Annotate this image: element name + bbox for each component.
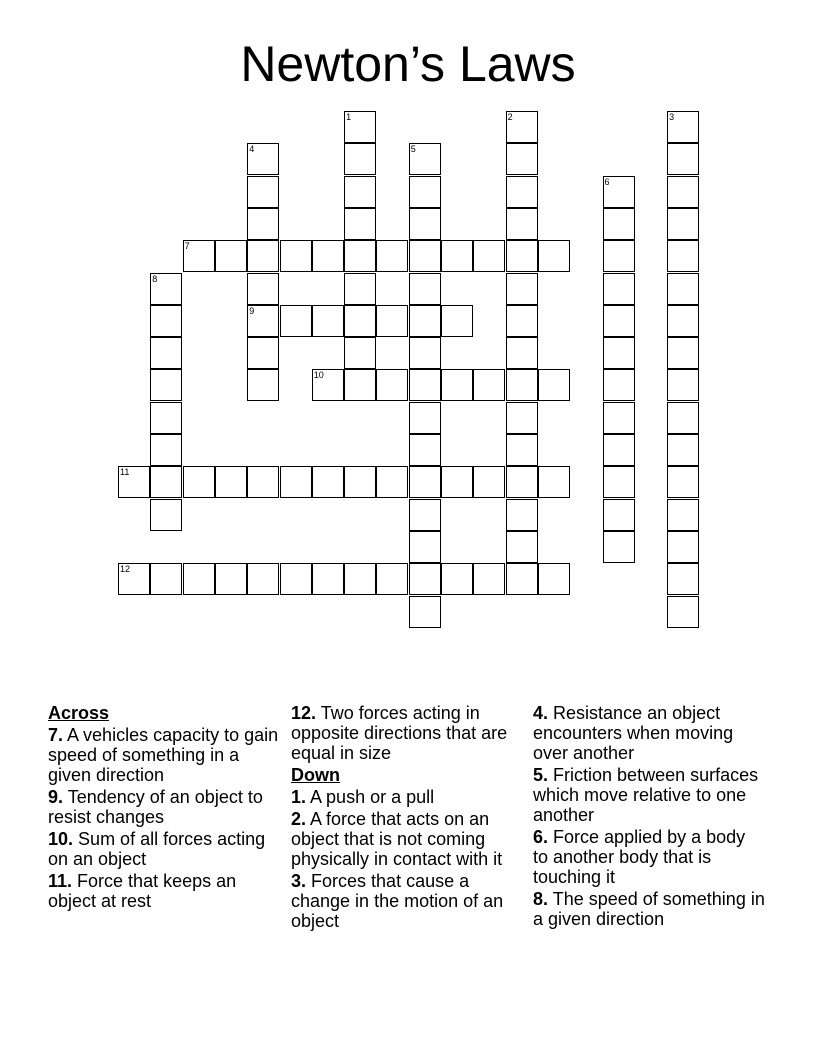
grid-cell[interactable] [667,369,699,401]
grid-cell[interactable] [667,434,699,466]
grid-cell[interactable] [247,369,279,401]
grid-cell[interactable] [603,176,635,208]
clue-number: 7. [48,725,64,745]
grid-cell[interactable] [506,369,538,401]
clue-text: A push or a pull [310,787,435,807]
clue-text: A force that acts on an object that is not coming physically in contact with it [291,809,503,869]
grid-cell[interactable] [441,305,473,337]
grid-cell[interactable] [150,466,182,498]
grid-cell[interactable] [376,369,408,401]
grid-cell[interactable] [667,402,699,434]
grid-cell[interactable] [538,563,570,595]
grid-cell[interactable] [409,143,441,175]
grid-cell[interactable] [409,240,441,272]
grid-cell[interactable] [473,466,505,498]
clue-number-label: 7 [184,241,190,252]
down-heading: Down [291,765,340,785]
clue-across-12 [291,703,523,763]
clue-text: Tendency of an object to resist changes [48,787,263,827]
clue-text: Force applied by a body to another body that is touching it [533,827,746,887]
grid-cell[interactable] [506,531,538,563]
grid-cell[interactable] [603,531,635,563]
grid-cell[interactable] [667,143,699,175]
grid-cell[interactable] [215,240,247,272]
grid-cell[interactable] [538,369,570,401]
grid-cell[interactable] [247,466,279,498]
clue-down-2 [291,809,523,869]
grid-cell[interactable] [441,563,473,595]
grid-cell[interactable] [603,337,635,369]
clue-down-5 [533,765,765,825]
grid-cell[interactable] [150,305,182,337]
grid-cell[interactable] [409,305,441,337]
clue-number-label: 2 [507,112,513,122]
grid-cell[interactable] [667,596,699,628]
grid-cell[interactable] [183,240,215,272]
across-heading: Across [48,703,110,723]
grid-cell[interactable] [603,466,635,498]
puzzle-title: Newton’s Laws [240,36,576,92]
grid-cell[interactable] [667,240,699,272]
grid-cell[interactable] [247,240,279,272]
clue-down-3 [291,871,523,931]
grid-cell[interactable] [603,240,635,272]
grid-cell[interactable] [667,273,699,305]
grid-cell[interactable] [506,337,538,369]
grid-cell[interactable] [506,305,538,337]
grid-cell[interactable] [215,466,247,498]
clue-text: Forces that cause a change in the motion of an object [291,871,504,931]
grid-cell[interactable] [409,273,441,305]
clue-down-4 [533,703,765,763]
grid-cell[interactable] [247,208,279,240]
grid-cell[interactable] [506,111,538,143]
grid-cell[interactable] [506,466,538,498]
clue-number-label: 5 [410,144,416,155]
clues-column-2 [291,703,523,933]
clue-text: Sum of all forces acting on an object [48,829,266,869]
grid-cell[interactable] [280,240,312,272]
grid-cell[interactable] [667,531,699,563]
grid-cell[interactable] [506,240,538,272]
grid-cell[interactable] [603,434,635,466]
grid-cell[interactable] [280,563,312,595]
grid-cell[interactable] [667,466,699,498]
clue-number-label: 3 [669,112,675,122]
grid-cell[interactable] [344,240,376,272]
grid-cell[interactable] [409,466,441,498]
grid-cell[interactable] [603,499,635,531]
grid-cell[interactable] [441,466,473,498]
clue-across-10 [48,829,280,869]
grid-cell[interactable] [344,176,376,208]
clue-text: Friction between surfaces which move relative to one another [533,765,759,825]
clue-number: 1. [291,787,307,807]
clue-text: Force that keeps an object at rest [48,871,237,911]
grid-cell[interactable] [376,563,408,595]
clue-text: Two forces acting in opposite directions that are equal in size [291,703,508,763]
clue-number-label: 8 [152,273,158,284]
grid-cell[interactable] [150,369,182,401]
clue-number-label: 9 [249,305,255,316]
grid-cell[interactable] [409,499,441,531]
grid-cell[interactable] [344,337,376,369]
grid-cell[interactable] [473,563,505,595]
grid-cell[interactable] [506,176,538,208]
grid-cell[interactable] [441,240,473,272]
grid-cell[interactable] [312,305,344,337]
clue-number-label: 12 [120,564,131,575]
grid-cell[interactable] [150,337,182,369]
clue-number: 2. [291,809,307,829]
grid-cell[interactable] [344,111,376,143]
clue-number: 8. [533,889,549,909]
clue-down-8 [533,889,765,929]
clue-number-label: 11 [120,467,130,478]
grid-cell[interactable] [118,466,150,498]
clue-number: 9. [48,787,64,807]
grid-cell[interactable] [344,273,376,305]
grid-cell[interactable] [376,466,408,498]
clue-number: 11. [48,871,73,891]
clue-number-label: 10 [313,370,324,381]
clue-across-7 [48,725,280,785]
grid-cell[interactable] [667,499,699,531]
grid-cell[interactable] [506,499,538,531]
clue-text: A vehicles capacity to gain speed of something in a given direction [48,725,279,785]
grid-cell[interactable] [506,273,538,305]
grid-cell[interactable] [667,111,699,143]
clue-across-11 [48,871,280,911]
grid-cell[interactable] [603,208,635,240]
grid-cell[interactable] [667,208,699,240]
grid-cell[interactable] [506,434,538,466]
grid-cell[interactable] [409,563,441,595]
grid-cell[interactable] [409,596,441,628]
clue-number-label: 6 [604,176,610,187]
grid-cell[interactable] [150,402,182,434]
grid-cell[interactable] [409,337,441,369]
grid-cell[interactable] [150,563,182,595]
clue-number: 3. [291,871,307,891]
clue-number: 12. [291,703,317,723]
grid-cell[interactable] [473,369,505,401]
grid-cell[interactable] [506,143,538,175]
grid-cell[interactable] [150,434,182,466]
grid-cell[interactable] [409,208,441,240]
grid-cell[interactable] [667,337,699,369]
grid-cell[interactable] [603,305,635,337]
clue-text: The speed of something in a given direction [533,889,765,929]
grid-cell[interactable] [247,273,279,305]
clues-column-3 [533,703,765,931]
grid-cell[interactable] [344,143,376,175]
grid-cell[interactable] [667,305,699,337]
grid-cell[interactable] [409,434,441,466]
grid-cell[interactable] [344,563,376,595]
grid-cell[interactable] [312,466,344,498]
clue-number: 5. [533,765,549,785]
clue-text: Resistance an object encounters when moving over another [533,703,734,763]
grid-cell[interactable] [603,273,635,305]
grid-cell[interactable] [150,273,182,305]
clue-down-1 [291,787,523,807]
clue-across-9 [48,787,280,827]
grid-cell[interactable] [409,369,441,401]
grid-cell[interactable] [312,240,344,272]
grid-cell[interactable] [247,337,279,369]
grid-cell[interactable] [183,563,215,595]
grid-cell[interactable] [344,466,376,498]
grid-cell[interactable] [473,240,505,272]
grid-cell[interactable] [247,563,279,595]
clue-number-label: 4 [249,144,255,155]
grid-cell[interactable] [247,305,279,337]
grid-cell[interactable] [280,466,312,498]
grid-cell[interactable] [409,402,441,434]
grid-cell[interactable] [603,402,635,434]
grid-cell[interactable] [376,305,408,337]
grid-cell[interactable] [344,369,376,401]
grid-cell[interactable] [247,176,279,208]
grid-cell[interactable] [118,563,150,595]
clue-number: 6. [533,827,549,847]
grid-cell[interactable] [538,240,570,272]
grid-cell[interactable] [215,563,247,595]
grid-cell[interactable] [344,208,376,240]
clue-number-label: 1 [346,112,352,122]
grid-cell[interactable] [183,466,215,498]
grid-cell[interactable] [667,176,699,208]
clues-column-1 [48,703,280,913]
grid-cell[interactable] [280,305,312,337]
grid-cell[interactable] [603,369,635,401]
grid-cell[interactable] [506,402,538,434]
grid-cell[interactable] [344,305,376,337]
clue-down-6 [533,827,765,887]
grid-cell[interactable] [150,499,182,531]
clue-number: 4. [533,703,549,723]
grid-cell[interactable] [376,240,408,272]
grid-cell[interactable] [409,176,441,208]
grid-cell[interactable] [312,369,344,401]
grid-cell[interactable] [441,369,473,401]
grid-cell[interactable] [409,531,441,563]
grid-cell[interactable] [538,466,570,498]
grid-cell[interactable] [506,563,538,595]
grid-cell[interactable] [312,563,344,595]
grid-cell[interactable] [667,563,699,595]
clue-number: 10. [48,829,74,849]
grid-cell[interactable] [506,208,538,240]
grid-cell[interactable] [247,143,279,175]
